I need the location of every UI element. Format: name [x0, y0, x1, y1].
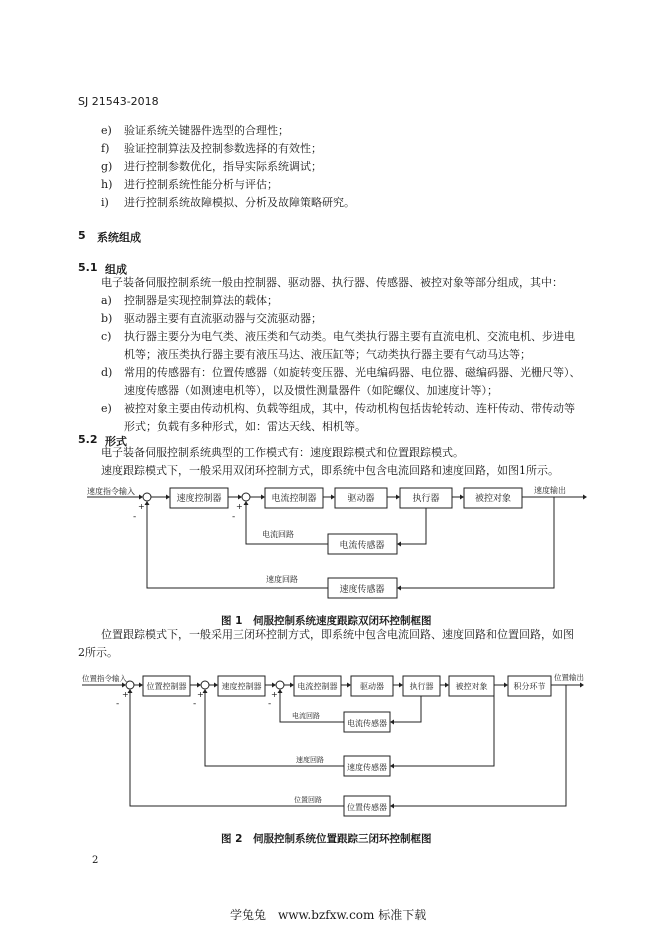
- list-marker: e): [101, 402, 112, 415]
- list-item-continuation: 机等；液压类执行器主要有液压马达、液压缸等；气动类执行器主要有气动马达等；: [124, 348, 531, 361]
- fig2-current-controller-label: 电流控制器: [297, 682, 338, 691]
- list-item: 进行控制系统故障模拟、分析及故障策略研究。: [124, 196, 355, 209]
- section-5-1-number: 5.1: [78, 261, 98, 274]
- fig2-position-sensor-label: 位置传感器: [347, 803, 387, 812]
- fig1-speed-sensor-label: 速度传感器: [339, 585, 385, 595]
- list-item: 验证控制算法及控制参数选择的有效性；: [124, 142, 322, 155]
- fig2-plant-label: 被控对象: [455, 682, 488, 691]
- figure-2-caption: 图 2 伺服控制系统位置跟踪三闭环控制框图: [221, 833, 432, 845]
- page-number: 2: [92, 855, 99, 866]
- fig2-input-label: 位置指令输入: [82, 674, 127, 683]
- list-item-continuation: 速度传感器（如测速电机等），以及惯性测量器件（如陀螺仪、加速度计等）；: [124, 384, 498, 397]
- fig2-minus-1: -: [116, 699, 120, 709]
- paragraph-speed-mode: 速度跟踪模式下，一般采用双闭环控制方式，即系统中包含电流回路和速度回路，如图1所示。: [101, 464, 559, 477]
- fig1-minus-1: -: [133, 512, 137, 522]
- fig2-current-loop-label: 电流回路: [292, 712, 320, 720]
- figure-1-caption: 图 1 伺服控制系统速度跟踪双闭环控制框图: [221, 615, 432, 627]
- fig1-driver-label: 驱动器: [347, 494, 375, 504]
- list-item: 进行控制参数优化，指导实际系统调试；: [124, 160, 322, 173]
- fig1-minus-2: -: [232, 512, 236, 522]
- fig2-driver-label: 驱动器: [360, 682, 384, 691]
- paragraph-modes: 电子装备伺服控制系统典型的工作模式有：速度跟踪模式和位置跟踪模式。: [101, 446, 464, 459]
- fig1-current-loop-label: 电流回路: [262, 530, 294, 539]
- list-marker: f): [101, 142, 110, 155]
- list-marker: h): [101, 178, 113, 191]
- fig1-speed-controller-label: 速度控制器: [176, 494, 222, 504]
- paragraph-position-mode: 位置跟踪模式下，一般采用三闭环控制方式，即系统中包含电流回路、速度回路和位置回路，如图: [101, 628, 574, 641]
- fig1-current-controller-label: 电流控制器: [271, 494, 317, 504]
- fig2-speed-loop-label: 速度回路: [296, 756, 324, 764]
- section-5-2-title: 形式: [105, 435, 127, 448]
- section-5-2-number: 5.2: [78, 433, 98, 446]
- fig2-position-loop-label: 位置回路: [294, 796, 322, 804]
- fig2-integrator-label: 积分环节: [513, 682, 546, 691]
- list-item: 验证系统关键器件选型的合理性；: [124, 124, 289, 137]
- fig2-summing-junction-3: [276, 681, 284, 689]
- list-item: 常用的传感器有：位置传感器（如旋转变压器、光电编码器、电位器、磁编码器、光栅尺等）、: [124, 366, 581, 379]
- fig1-output-label: 速度输出: [534, 486, 566, 495]
- list-marker: i): [101, 196, 109, 209]
- fig1-plus-1: +: [138, 502, 145, 511]
- fig1-plant-label: 被控对象: [474, 494, 512, 504]
- fig2-plus-3: +: [271, 690, 278, 699]
- fig1-current-sensor-label: 电流传感器: [339, 541, 385, 551]
- list-item: 进行控制系统性能分析与评估；: [124, 178, 278, 191]
- list-item: 执行器主要分为电气类、液压类和气动类。电气类执行器主要有直流电机、交流电机、步进电: [124, 330, 575, 343]
- fig1-actuator-label: 执行器: [412, 494, 440, 504]
- fig2-minus-3: -: [268, 699, 272, 709]
- fig1-summing-junction-1: [143, 493, 151, 501]
- fig2-summing-junction-2: [201, 681, 209, 689]
- list-item: 控制器是实现控制算法的载体；: [124, 294, 278, 307]
- figure-2-diagram: [0, 665, 662, 823]
- list-marker: b): [101, 312, 113, 325]
- fig2-minus-2: -: [193, 699, 197, 709]
- list-marker: e): [101, 124, 112, 137]
- fig1-summing-junction-2: [242, 493, 250, 501]
- fig2-speed-sensor-label: 速度传感器: [347, 763, 387, 772]
- watermark: 学兔兔 www.bzfxw.com 标准下载: [230, 908, 427, 922]
- list-marker: c): [101, 330, 112, 343]
- fig2-plus-2: +: [197, 690, 204, 699]
- fig2-summing-junction-1: [126, 681, 134, 689]
- section-5-title: 系统组成: [97, 231, 141, 244]
- section-5-1-title: 组成: [105, 263, 127, 276]
- figure-1-diagram: [0, 478, 662, 602]
- list-item-continuation: 形式；负载有多种形式，如：雷达天线、相机等。: [124, 420, 366, 433]
- fig1-speed-loop-label: 速度回路: [266, 575, 298, 584]
- paragraph-position-mode-continuation: 2所示。: [78, 646, 118, 659]
- list-item: 被控对象主要由传动机构、负载等组成，其中，传动机构包括齿轮转动、连杆传动、带传动等: [124, 402, 575, 415]
- section-5-number: 5: [78, 229, 86, 242]
- fig2-position-controller-label: 位置控制器: [146, 682, 187, 691]
- fig2-speed-controller-label: 速度控制器: [221, 682, 262, 691]
- fig2-current-sensor-label: 电流传感器: [347, 719, 387, 728]
- section-5-1-intro: 电子装备伺服控制系统一般由控制器、驱动器、执行器、传感器、被控对象等部分组成，其中：: [101, 276, 563, 289]
- fig2-output-label: 位置输出: [554, 673, 584, 682]
- fig1-plus-2: +: [236, 502, 243, 511]
- document-number: SJ 21543-2018: [78, 95, 159, 108]
- list-marker: a): [101, 294, 112, 307]
- fig2-plus-1: +: [122, 690, 129, 699]
- fig2-actuator-label: 执行器: [409, 682, 434, 691]
- list-marker: d): [101, 366, 113, 379]
- fig1-input-label: 速度指令输入: [87, 487, 135, 496]
- list-marker: g): [101, 160, 113, 173]
- list-item: 驱动器主要有直流驱动器与交流驱动器；: [124, 312, 322, 325]
